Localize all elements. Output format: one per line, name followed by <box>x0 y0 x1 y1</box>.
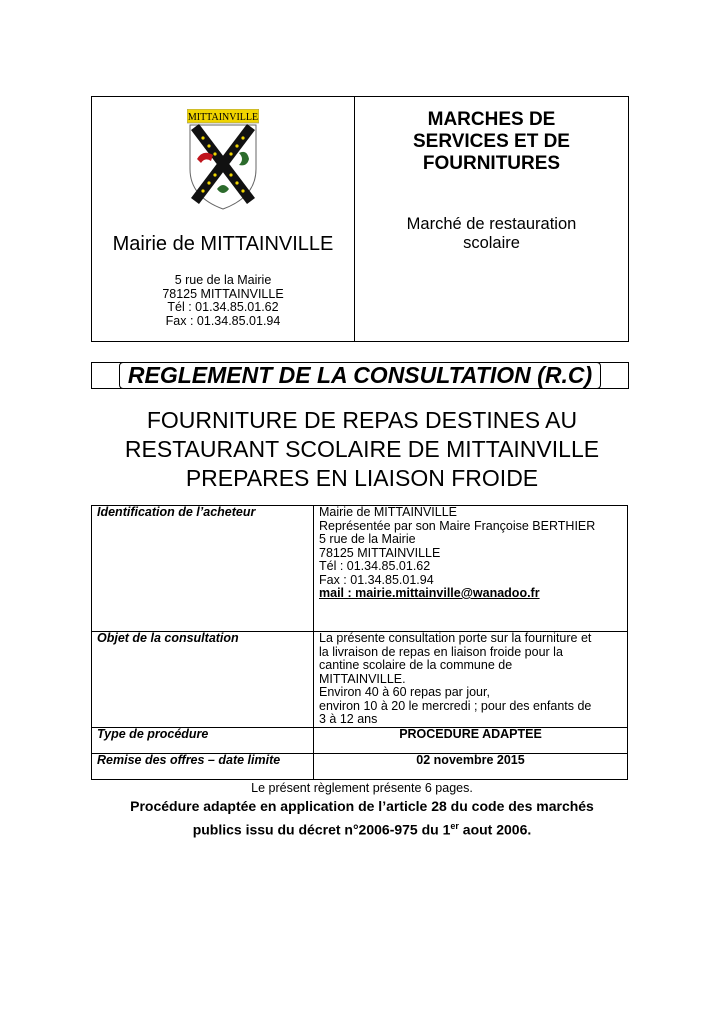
objet-line: Environ 40 à 60 repas par jour, <box>319 685 490 699</box>
address-phone: Tél : 01.34.85.01.62 <box>167 300 279 314</box>
identification-line: 78125 MITTAINVILLE <box>319 545 441 560</box>
marche-subtitle-line: scolaire <box>463 234 520 252</box>
header-box <box>91 96 629 342</box>
crest-banner-text: MITTAINVILLE <box>187 112 259 123</box>
mairie-address <box>92 274 354 328</box>
main-title <box>60 406 664 493</box>
identification-label: Identification de l’acheteur <box>92 506 314 632</box>
marche-subtitle-line: Marché de restauration <box>406 215 577 233</box>
procedure-text: aout 2006. <box>458 821 532 838</box>
identification-line: Fax : 01.34.85.01.94 <box>319 572 434 587</box>
rc-title-box <box>91 362 629 389</box>
remise-value: 02 novembre 2015 <box>314 754 628 780</box>
procedure-sup: er <box>450 821 459 831</box>
marches-title <box>355 109 628 175</box>
objet-value <box>314 632 628 728</box>
type-label: Type de procédure <box>92 728 314 754</box>
marches-title-line: MARCHES DE <box>427 109 556 130</box>
table-row <box>92 728 628 754</box>
rc-title: REGLEMENT DE LA CONSULTATION (R.C) <box>119 362 601 389</box>
remise-label: Remise des offres – date limite <box>92 754 314 780</box>
pages-note: Le présent règlement présente 6 pages. <box>251 781 473 795</box>
marche-subtitle <box>355 215 628 253</box>
info-table <box>91 505 628 780</box>
objet-line: environ 10 à 20 le mercredi ; pour des enfants de <box>319 698 592 713</box>
marche-panel <box>355 97 628 341</box>
marches-title-line: SERVICES ET DE <box>413 131 570 152</box>
identification-line: Mairie de MITTAINVILLE <box>319 505 458 519</box>
coat-of-arms-logo <box>187 109 259 213</box>
mail-link[interactable]: mail : mairie.mittainville@wanadoo.fr <box>319 586 540 600</box>
address-fax: Fax : 01.34.85.01.94 <box>165 313 281 328</box>
identification-line: Tél : 01.34.85.01.62 <box>319 559 431 573</box>
procedure-line: Procédure adaptée en application de l’article 28 du code des marchés <box>130 798 594 814</box>
identification-line: 5 rue de la Mairie <box>319 532 416 546</box>
identification-value <box>314 506 628 632</box>
main-title-line: FOURNITURE DE REPAS DESTINES AU <box>146 407 578 433</box>
main-title-line: RESTAURANT SCOLAIRE DE MITTAINVILLE <box>124 436 600 462</box>
objet-line: cantine scolaire de la commune de <box>319 658 513 672</box>
identification-line: Représentée par son Maire Françoise BERTHIER <box>319 518 596 533</box>
objet-line: la livraison de repas en liaison froide pour la <box>319 644 563 659</box>
table-row <box>92 754 628 780</box>
objet-line: 3 à 12 ans <box>319 712 378 726</box>
procedure-line <box>0 816 724 840</box>
table-row <box>92 632 628 728</box>
procedure-note <box>0 796 724 840</box>
mairie-panel <box>92 97 355 341</box>
type-value: PROCEDURE ADAPTEE <box>314 728 628 754</box>
objet-line: La présente consultation porte sur la fourniture et <box>319 631 592 645</box>
objet-label: Objet de la consultation <box>92 632 314 728</box>
address-city: 78125 MITTAINVILLE <box>162 286 284 301</box>
objet-line: MITTAINVILLE. <box>319 671 406 686</box>
marches-title-line: FOURNITURES <box>422 153 561 174</box>
table-row <box>92 506 628 632</box>
main-title-line: PREPARES EN LIAISON FROIDE <box>185 465 539 491</box>
address-street: 5 rue de la Mairie <box>174 273 272 287</box>
procedure-text: publics issu du décret n°2006-975 du 1 <box>192 821 451 838</box>
mairie-name: Mairie de MITTAINVILLE <box>112 233 334 255</box>
